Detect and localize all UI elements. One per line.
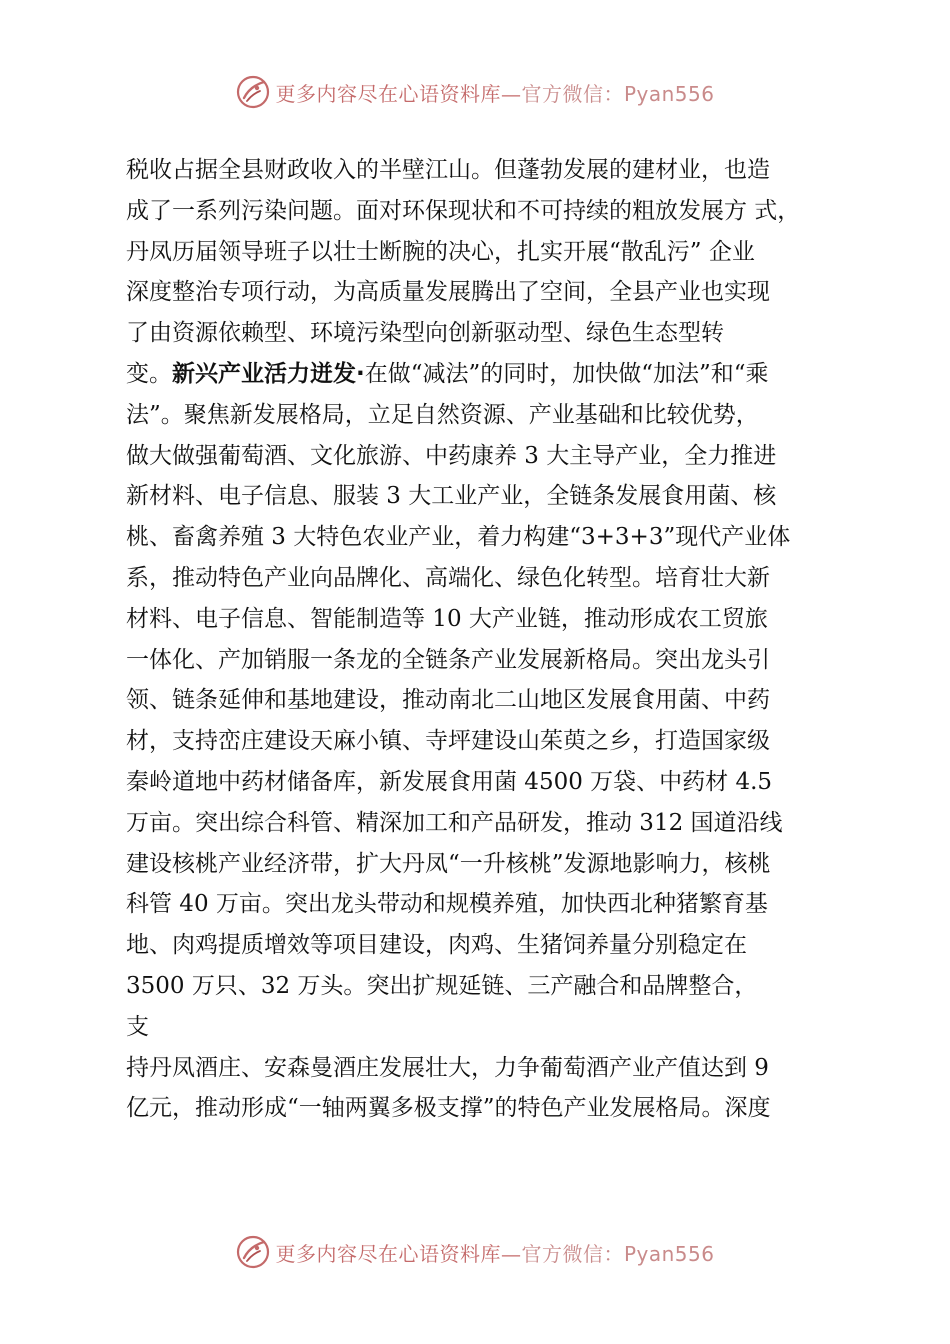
- header-watermark-banner: [0, 70, 950, 114]
- text-line: 做大做强葡萄酒、文化旅游、中药康养 3 大主导产业，全力推进: [126, 442, 777, 469]
- header-main-text: 更多内容尽在心语资料库: [275, 81, 501, 106]
- text-line: 桃、畜禽养殖 3 大特色农业产业，着力构建“3+3+3”现代产业体: [126, 524, 791, 551]
- text-line: 税收占据全县财政收入的半壁江山。但蓬勃发展的建材业，也造: [126, 157, 770, 183]
- footer-watermark-text: [275, 1238, 714, 1267]
- footer-dash: —: [500, 1241, 522, 1266]
- text-line: 支: [126, 1013, 149, 1040]
- text-line: 了由资源依赖型、环境污染型向创新驱动型、绿色生态型转: [126, 320, 724, 347]
- text-line: 万亩。突出综合科管、精深加工和产品研发，推动 312 国道沿线: [126, 809, 783, 836]
- header-contact-text: 官方微信：Pyan556: [521, 81, 715, 106]
- text-segment: 在做“减法”的同时，加快做“加法”和“乘: [364, 360, 769, 387]
- footer-watermark-banner: [0, 1230, 950, 1274]
- text-line: 新材料、电子信息、服装 3 大工业产业，全链条发展食用菌、核: [126, 483, 777, 510]
- footer-contact-text: 官方微信：Pyan556: [521, 1241, 715, 1266]
- logo-icon: [235, 74, 271, 110]
- text-line: 系，推动特色产业向品牌化、高端化、绿色化转型。培育壮大新: [126, 564, 770, 591]
- document-body: [126, 150, 838, 1129]
- text-line: 深度整治专项行动，为高质量发展腾出了空间，全县产业也实现: [126, 279, 770, 306]
- text-line: 科管 40 万亩。突出龙头带动和规模养殖，加快西北种猪繁育基: [126, 891, 768, 918]
- header-dash: —: [500, 81, 522, 106]
- text-line: 持丹凤酒庄、安森曼酒庄发展壮大，力争葡萄酒产业产值达到 9: [126, 1054, 769, 1081]
- text-line: 法”。聚焦新发展格局，立足自然资源、产业基础和比较优势，: [126, 401, 759, 428]
- text-segment: 变。: [126, 360, 172, 387]
- text-line: [126, 354, 838, 395]
- text-line: 成了一系列污染问题。面对环保现状和不可持续的粗放发展方 式，: [126, 197, 801, 224]
- text-line: 建设核桃产业经济带，扩大丹凤“一升核桃”发源地影响力，核桃: [126, 850, 771, 877]
- text-line: 3500 万只、32 万头。突出扩规延链、三产融合和品牌整合，: [126, 972, 758, 999]
- text-line: 亿元，推动形成“一轴两翼多极支撑”的特色产业发展格局。深度: [126, 1095, 771, 1122]
- header-watermark-text: [275, 78, 714, 107]
- logo-icon: [235, 1234, 271, 1270]
- text-line: 领、链条延伸和基地建设，推动南北二山地区发展食用菌、中药: [126, 687, 770, 714]
- section-heading: 新兴产业活力迸发·: [172, 360, 365, 387]
- footer-main-text: 更多内容尽在心语资料库: [275, 1241, 501, 1266]
- text-line: 丹凤历届领导班子以壮士断腕的决心，扎实开展“散乱污” 企业: [126, 238, 755, 265]
- text-line: 秦岭道地中药材储备库，新发展食用菌 4500 万袋、中药材 4.5: [126, 768, 773, 795]
- text-line: 地、肉鸡提质增效等项目建设，肉鸡、生猪饲养量分别稳定在: [126, 932, 747, 959]
- text-line: 一体化、产加销服一条龙的全链条产业发展新格局。突出龙头引: [126, 646, 770, 673]
- text-line: 材，支持峦庄建设天麻小镇、寺坪建设山茱萸之乡，打造国家级: [126, 728, 770, 755]
- text-line: 材料、电子信息、智能制造等 10 大产业链，推动形成农工贸旅: [126, 605, 768, 632]
